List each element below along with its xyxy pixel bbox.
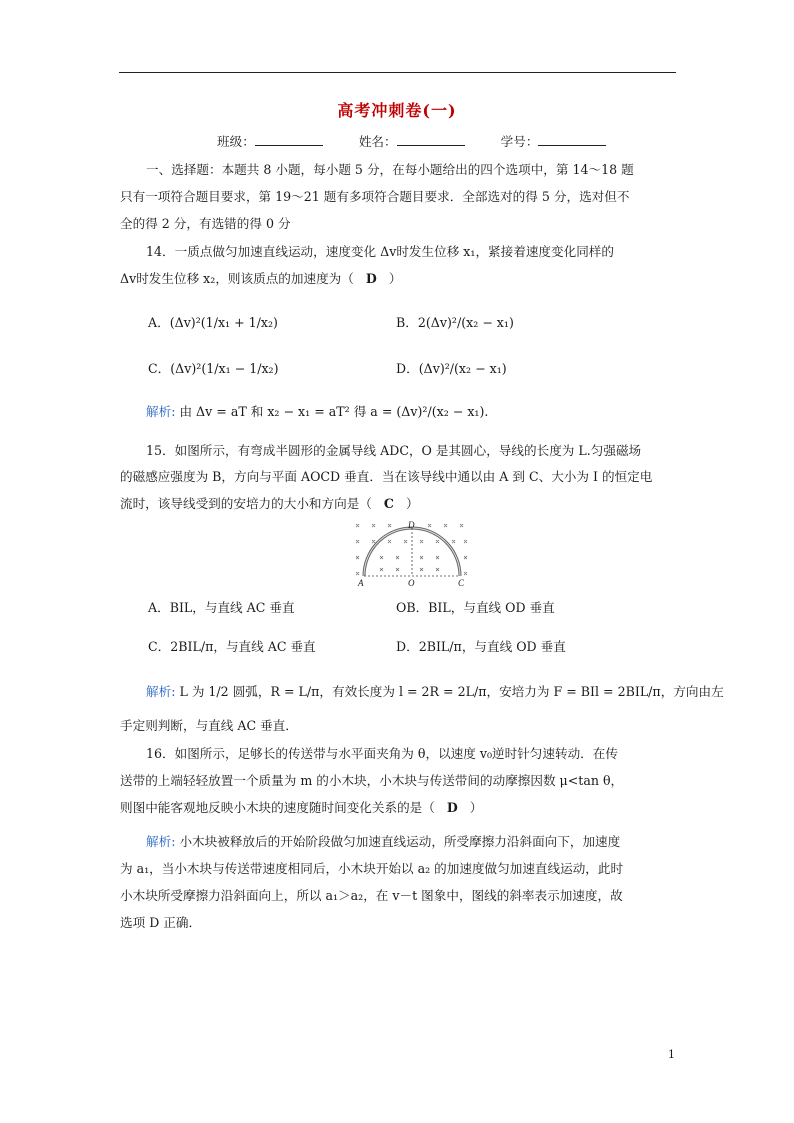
q15-stem-3 <box>120 495 676 512</box>
name-blank <box>397 133 465 146</box>
q15-option-a: A．BIL，与直线 AC 垂直 <box>148 600 295 615</box>
q15-option-d: D．2BIL/π，与直线 OD 垂直 <box>396 639 566 654</box>
name-label: 姓名： <box>358 134 397 149</box>
q15-stem-2: 的磁感应强度为 B，方向与平面 AOCD 垂直．当在该导线中通以由 A 到 C、大小为 I 的恒定电 <box>120 469 653 484</box>
header-rule <box>119 72 676 73</box>
q14-close: ） <box>388 271 402 286</box>
q15-solution-text-1: L 为 1/2 圆弧，R = L/π，有效长度为 l = 2R = 2L/π，安培力为 F = BIl = 2BIL/π，方向由左 <box>179 684 724 699</box>
q15-stem-1: 15．如图所示，有弯成半圆形的金属导线 ADC，O 是其圆心，导线的长度为 L.匀强磁场 <box>146 443 642 458</box>
q15-answer: C <box>383 496 394 511</box>
q14-solution-text: 由 Δv = aT 和 x₂ − x₁ = aT² 得 a = (Δv)²/(x₂ − x₁). <box>179 404 489 419</box>
q16-solution-4: 选项 D 正确． <box>120 915 202 930</box>
id-label: 学号： <box>500 134 539 149</box>
label-c: C <box>458 578 465 588</box>
q14-option-b: B．2(Δv)²/(x₂ − x₁) <box>396 315 514 330</box>
q16-stem-3 <box>120 799 676 816</box>
student-info-row <box>217 133 617 150</box>
q15-close: ） <box>405 496 419 511</box>
q16-solution-2: 为 a₁，当小木块与传送带速度相同后，小木块开始以 a₂ 的加速度做匀加速直线运动，此时 <box>120 861 624 876</box>
q15-solution-2: 手定则判断，与直线 AC 垂直． <box>120 718 298 733</box>
q14-option-d: D．(Δv)²/(x₂ − x₁) <box>396 361 507 376</box>
label-a: A <box>358 578 364 588</box>
section-instructions-3: 全的得 2 分，有选错的得 0 分 <box>120 216 291 231</box>
q16-solution-label: 解析: <box>146 834 176 849</box>
q15-stem-3-text: 流时，该导线受到的安培力的大小和方向是（ <box>120 496 372 511</box>
q14-option-a: A．(Δv)²(1/x₁ + 1/x₂) <box>148 315 278 330</box>
semicircle-wire-figure <box>352 520 472 588</box>
q16-solution-3: 小木块所受摩擦力沿斜面向上，所以 a₁＞a₂，在 v－t 图象中，图线的斜率表示加速度，故 <box>120 888 623 903</box>
q15-option-b: OB．BIL，与直线 OD 垂直 <box>396 600 555 615</box>
label-d: D <box>408 520 415 530</box>
q14-stem-2 <box>120 270 676 287</box>
q14-stem-1: 14．一质点做匀加速直线运动，速度变化 Δv时发生位移 x₁，紧接着速度变化同样的 <box>146 244 614 259</box>
q15-option-c: C．2BIL/π，与直线 AC 垂直 <box>148 639 316 654</box>
q16-stem-1: 16．如图所示，足够长的传送带与水平面夹角为 θ，以速度 v₀逆时针匀速转动．在传 <box>146 746 618 761</box>
q14-answer: D <box>365 271 377 286</box>
id-blank <box>538 133 606 146</box>
q16-solution-1 <box>120 833 702 850</box>
q16-stem-3-text: 则图中能客观地反映小木块的速度随时间变化关系的是（ <box>120 800 435 815</box>
class-label: 班级： <box>217 134 255 149</box>
q16-close: ） <box>469 800 483 815</box>
page-number: 1 <box>668 1048 675 1061</box>
q16-answer: D <box>446 800 458 815</box>
section-instructions-1: 一、选择题：本题共 8 小题，每小题 5 分，在每小题给出的四个选项中，第 14～18 题 <box>146 162 634 177</box>
q16-solution-text-1: 小木块被释放后的开始阶段做匀加速直线运动，所受摩擦力沿斜面向下，加速度 <box>179 834 621 849</box>
section-instructions-2: 只有一项符合题目要求，第 19～21 题有多项符合题目要求．全部选对的得 5 分，选对但不 <box>120 189 630 204</box>
page-title: 高考冲刺卷(一) <box>337 101 457 120</box>
q15-solution-label: 解析: <box>146 684 176 699</box>
label-o: O <box>408 578 415 588</box>
q14-solution-label: 解析: <box>146 404 176 419</box>
q15-solution-1 <box>120 683 724 700</box>
q14-solution <box>120 403 702 420</box>
class-blank <box>255 133 323 146</box>
q14-stem-2-text: Δv时发生位移 x₂，则该质点的加速度为（ <box>120 271 354 286</box>
q16-stem-2: 送带的上端轻轻放置一个质量为 m 的小木块，小木块与传送带间的动摩擦因数 μ<tan θ， <box>120 773 624 788</box>
q14-option-c: C．(Δv)²(1/x₁ − 1/x₂) <box>148 361 279 376</box>
